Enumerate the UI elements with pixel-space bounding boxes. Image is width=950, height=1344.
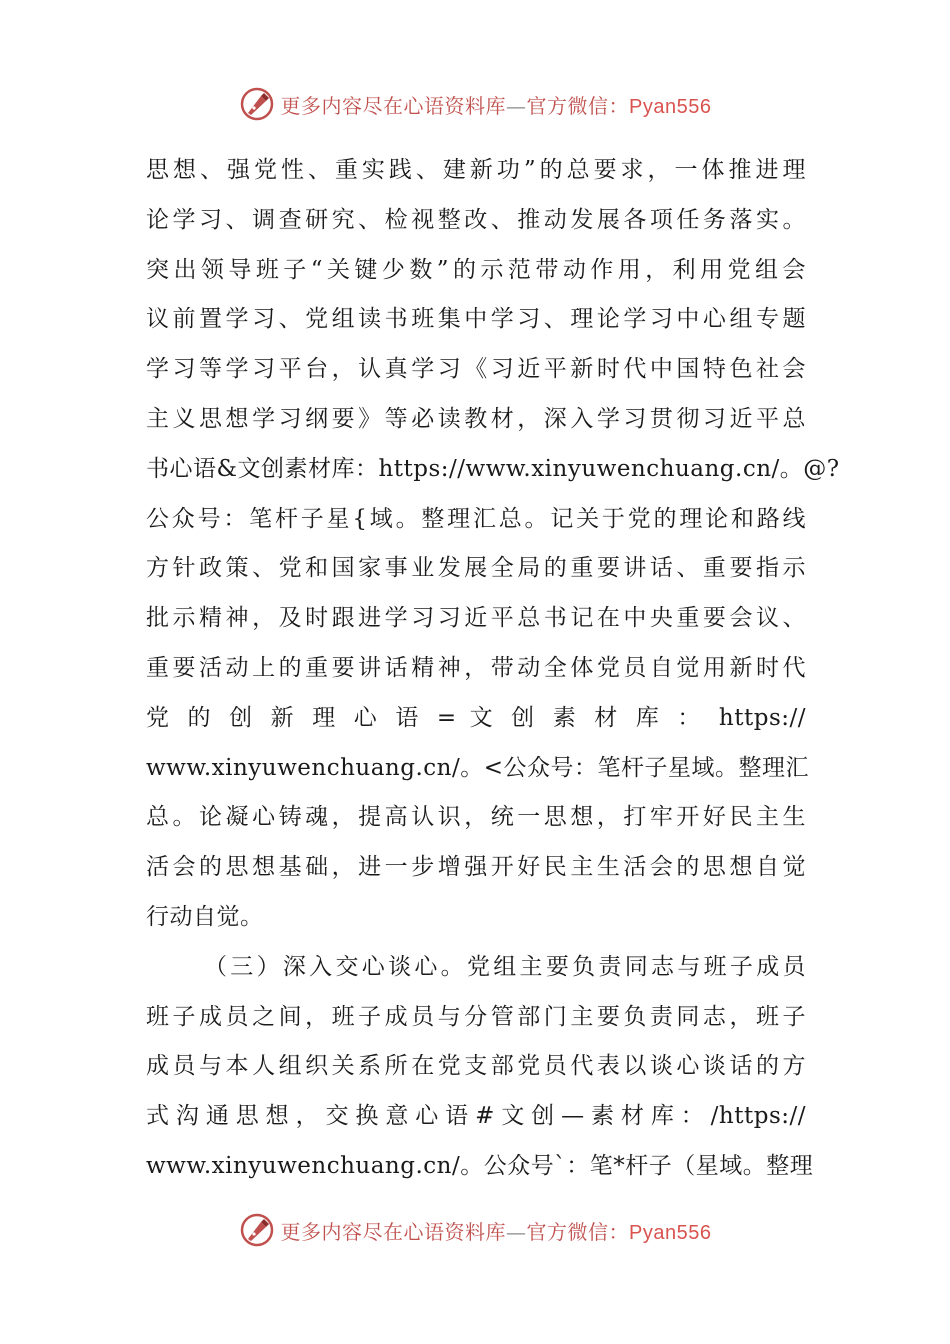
text-line: 重要活动上的重要讲话精神，带动全体党员自觉用新时代 xyxy=(146,654,806,681)
text-line: 式沟通思想，交换意心语#文创—素材库：/https:// xyxy=(146,1103,806,1130)
text-line: 论学习、调查研究、检视整改、推动发展各项任务落实。 xyxy=(146,206,806,233)
text-line: 方针政策、党和国家事业发展全局的重要讲话、重要指示 xyxy=(146,555,806,582)
text-line: 班子成员之间，班子成员与分管部门主要负责同志，班子 xyxy=(146,1003,806,1030)
text-line: 成员与本人组织关系所在党支部党员代表以谈心谈话的方 xyxy=(146,1053,806,1080)
pen-nib-logo-icon xyxy=(239,1212,275,1248)
text-line: 活会的思想基础，进一步增强开好民主生活会的思想自觉 xyxy=(146,854,806,881)
banner-text: 更多内容尽在心语资料库—官方微信：Pyan556 xyxy=(280,1219,712,1244)
text-line: 公众号：笔杆子星{域。整理汇总。记关于党的理论和路线 xyxy=(146,505,806,532)
text-line: 突出领导班子“关键少数”的示范带动作用，利用党组会 xyxy=(146,256,806,283)
text-line: 学习等学习平台，认真学习《习近平新时代中国特色社会 xyxy=(146,356,806,383)
banner-text: 更多内容尽在心语资料库—官方微信：Pyan556 xyxy=(280,93,712,118)
pen-nib-logo-icon xyxy=(239,86,275,122)
text-line: 书心语&文创素材库：https://www.xinyuwenchuang.cn/。@? xyxy=(146,455,840,482)
text-line: 行动自觉。 xyxy=(146,903,264,930)
text-line: 批示精神，及时跟进学习习近平总书记在中央重要会议、 xyxy=(146,605,806,632)
section-heading-line: （三）深入交心谈心。党组主要负责同志与班子成员 xyxy=(204,953,806,980)
header-banner xyxy=(0,80,950,128)
footer-banner xyxy=(0,1206,950,1254)
text-line: 党 的 创 新 理 心 语 = 文 创 素 材 库 ： https:// xyxy=(146,704,806,731)
text-line: 议前置学习、党组读书班集中学习、理论学习中心组专题 xyxy=(146,306,806,333)
text-line: 思想、强党性、重实践、建新功”的总要求，一体推进理 xyxy=(146,157,806,183)
text-line: 主义思想学习纲要》等必读教材，深入学习贯彻习近平总 xyxy=(146,405,806,432)
text-line: www.xinyuwenchuang.cn/。<公众号：笔杆子星域。整理汇 xyxy=(146,754,809,781)
text-line: www.xinyuwenchuang.cn/。公众号`：笔*杆子（星域。整理 xyxy=(146,1152,814,1179)
document-body xyxy=(146,146,840,1192)
text-line: 总。论凝心铸魂，提高认识，统一思想，打牢开好民主生 xyxy=(146,804,806,831)
